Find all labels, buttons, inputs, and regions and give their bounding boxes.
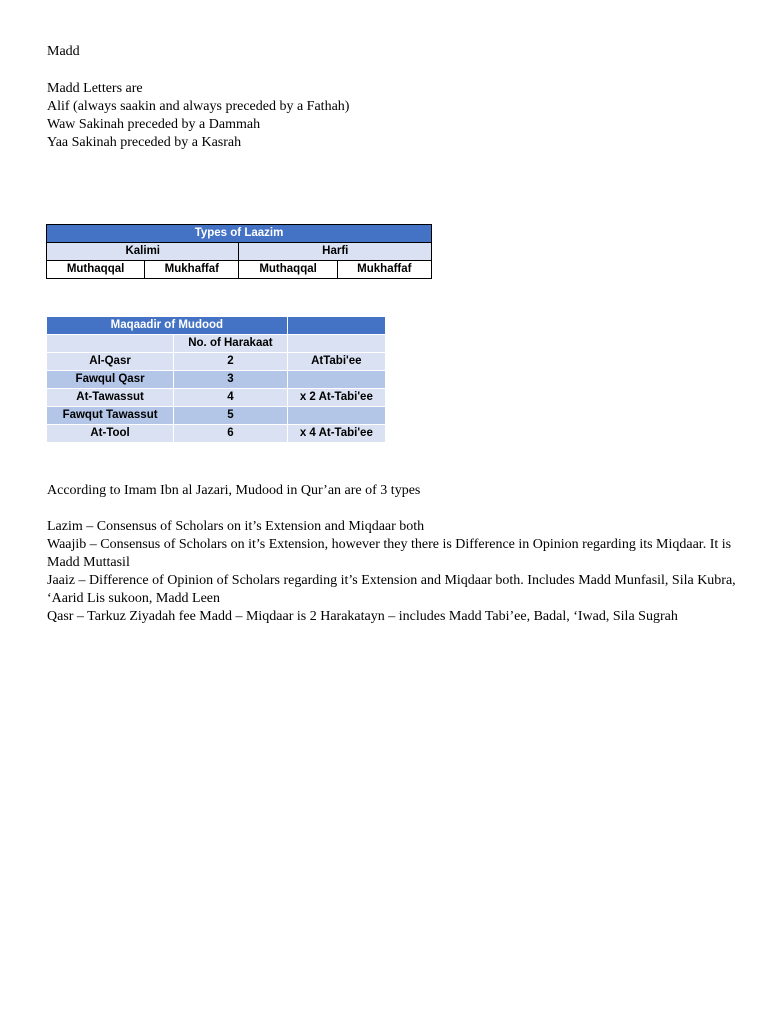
header-cell-name xyxy=(47,335,174,353)
row-note xyxy=(287,407,385,425)
mudood-type-jaaiz: Jaaiz – Difference of Opinion of Scholars regarding it’s Extension and Miqdaar both. Includes Madd Munfasil, Sila Kubra, ‘Aarid Lis sukoon, Madd Leen xyxy=(47,573,736,606)
row-note: AtTabi'ee xyxy=(287,353,385,371)
mudood-type-waajib: Waajib – Consensus of Scholars on it’s Extension, however they there is Difference in Opinion regarding its Miqdaar. It is Madd Muttasil xyxy=(47,537,732,570)
header-cell-harakaat: No. of Harakaat xyxy=(174,335,288,353)
table-row xyxy=(47,407,386,425)
table-group-row xyxy=(47,243,432,261)
row-note: x 4 At-Tabi'ee xyxy=(287,425,385,443)
table-row xyxy=(47,353,386,371)
subtype-harfi-mukhaffaf: Mukhaffaf xyxy=(337,261,431,279)
row-harakaat: 5 xyxy=(174,407,288,425)
row-name: Fawqut Tawassut xyxy=(47,407,174,425)
table-row xyxy=(47,425,386,443)
title-empty-cell xyxy=(287,317,385,335)
maqaadir-table-title: Maqaadir of Mudood xyxy=(47,317,288,335)
row-name: At-Tool xyxy=(47,425,174,443)
table-title-row xyxy=(47,225,432,243)
madd-letters-intro: Madd Letters are xyxy=(47,81,143,96)
row-note xyxy=(287,371,385,389)
mudood-type-qasr: Qasr – Tarkuz Ziyadah fee Madd – Miqdaar is 2 Harakatayn – includes Madd Tabi’ee, Badal, ‘Iwad, Sila Sugrah xyxy=(47,609,678,624)
table-subtype-row xyxy=(47,261,432,279)
row-harakaat: 3 xyxy=(174,371,288,389)
row-name: Al-Qasr xyxy=(47,353,174,371)
laazim-types-table xyxy=(46,224,432,279)
subtype-kalimi-muthaqqal: Muthaqqal xyxy=(47,261,145,279)
row-harakaat: 4 xyxy=(174,389,288,407)
table-row xyxy=(47,371,386,389)
table-row xyxy=(47,389,386,407)
row-harakaat: 2 xyxy=(174,353,288,371)
header-cell-note xyxy=(287,335,385,353)
row-name: Fawqul Qasr xyxy=(47,371,174,389)
group-kalimi: Kalimi xyxy=(47,243,239,261)
subtype-harfi-muthaqqal: Muthaqqal xyxy=(239,261,337,279)
mudood-types-intro: According to Imam Ibn al Jazari, Mudood in Qur’an are of 3 types xyxy=(47,483,421,498)
table-header-row xyxy=(47,335,386,353)
page-heading: Madd xyxy=(47,44,80,59)
mudood-type-lazim: Lazim – Consensus of Scholars on it’s Extension and Miqdaar both xyxy=(47,519,425,534)
row-note: x 2 At-Tabi'ee xyxy=(287,389,385,407)
maqaadir-table xyxy=(46,316,386,443)
subtype-kalimi-mukhaffaf: Mukhaffaf xyxy=(145,261,239,279)
row-name: At-Tawassut xyxy=(47,389,174,407)
group-harfi: Harfi xyxy=(239,243,432,261)
madd-letter-alif: Alif (always saakin and always preceded by a Fathah) xyxy=(47,99,350,114)
row-harakaat: 6 xyxy=(174,425,288,443)
table-title-row xyxy=(47,317,386,335)
madd-letter-yaa: Yaa Sakinah preceded by a Kasrah xyxy=(47,135,242,150)
laazim-table-title: Types of Laazim xyxy=(47,225,432,243)
madd-letter-waw: Waw Sakinah preceded by a Dammah xyxy=(47,117,261,132)
